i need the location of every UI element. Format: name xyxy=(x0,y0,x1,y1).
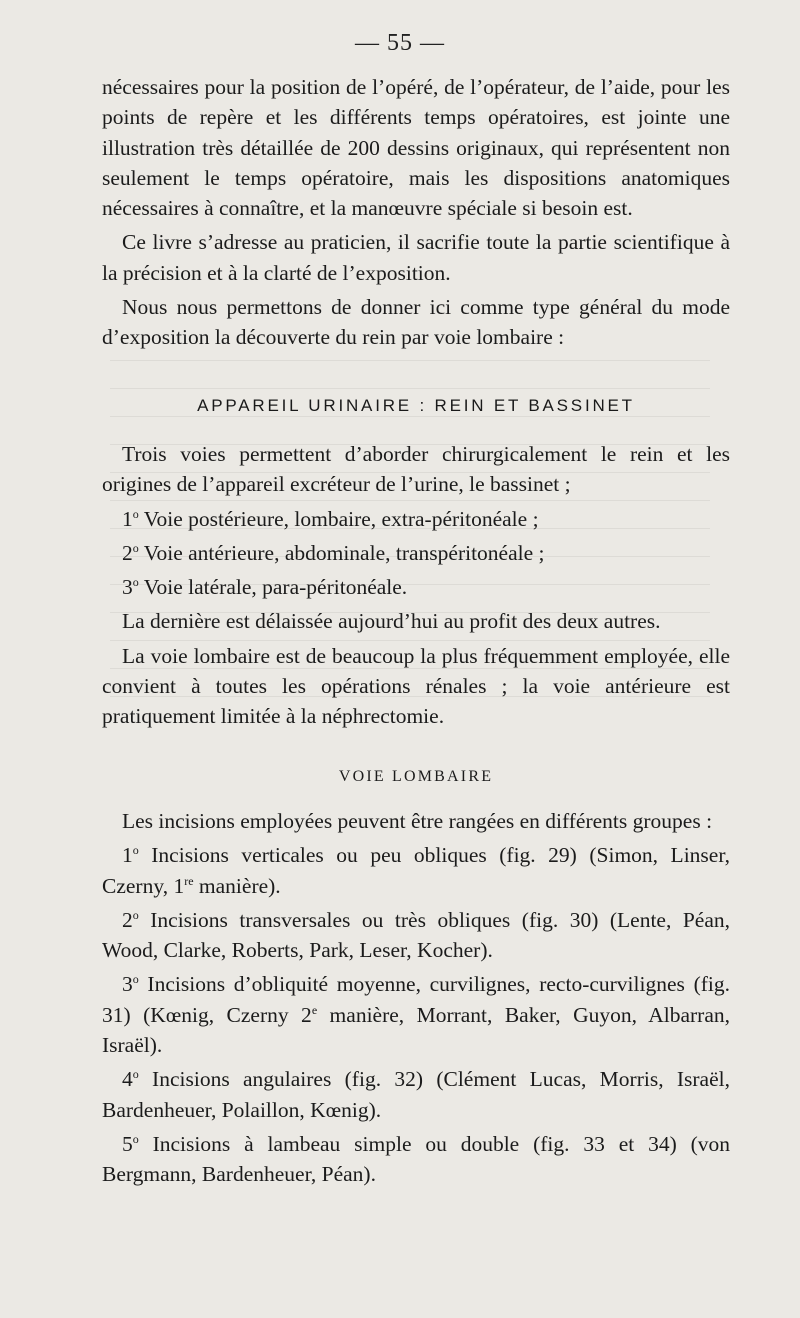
page-number: — 55 — xyxy=(355,30,445,56)
section-heading: APPAREIL URINAIRE : REIN ET BASSINET xyxy=(197,395,635,415)
subsection-paragraph-1: Les incisions employées peuvent être rangées en différents groupes : xyxy=(122,808,713,833)
section-paragraph-1: Trois voies permettent d’aborder chirurgicalement le rein et les origines de l’appareil excréteur de l’urine, le bassinet ; xyxy=(102,441,730,497)
incision-item-1: 1$^o$ Incisions verticales ou peu obliques (fig. 29) (Simon, Linser, Czerny, 1re manière). xyxy=(102,843,730,898)
incision-item-2: 2$^o$ Incisions transversales ou très obliques (fig. 30) (Lente, Péan, Wood, Clarke, Roberts, Park, Leser, Kocher). xyxy=(102,907,730,963)
page-body xyxy=(102,72,730,1194)
section-paragraph-2: La dernière est délaissée aujourd’hui au profit des deux autres. xyxy=(122,609,661,634)
intro-paragraph-2: Ce livre s’adresse au praticien, il sacrifie toute la partie scientifique à la précision et à la clarté de l’exposition. xyxy=(102,230,730,285)
voie-item-1: 1$^o$ Voie postérieure, lombaire, extra-péritonéale ; xyxy=(122,506,539,531)
section-paragraph-3: La voie lombaire est de beaucoup la plus fréquemment employée, elle convient à toutes les opérations rénales ; la voie antérieure est pratiquement limitée à la néphrectomie. xyxy=(102,643,730,729)
intro-paragraph-3: Nous nous permettons de donner ici comme type général du mode d’exposition la découverte du rein par voie lombaire : xyxy=(102,295,730,350)
incision-item-5: 5$^o$ Incisions à lambeau simple ou double (fig. 33 et 34) (von Bergmann, Bardenheuer, Péan). xyxy=(102,1131,730,1187)
voie-item-2: 2$^o$ Voie antérieure, abdominale, transpéritonéale ; xyxy=(122,540,545,565)
voie-item-3: 3$^o$ Voie latérale, para-péritonéale. xyxy=(122,575,408,600)
incision-item-4: 4$^o$ Incisions angulaires (fig. 32) (Clément Lucas, Morris, Israël, Bardenheuer, Polaillon, Kœnig). xyxy=(102,1067,730,1122)
incision-item-3: 3$^o$ Incisions d’obliquité moyenne, curvilignes, recto-curvilignes (fig. 31) (Kœnig, Czerny 2e manière, Morrant, Baker, Guyon, Albarran, Israël). xyxy=(102,972,730,1058)
intro-paragraph-1: nécessaires pour la position de l’opéré, de l’opérateur, de l’aide, pour les points de repère et les différents temps opératoires, est jointe une illustration très détaillée de 200 dessins originaux, qui représentent non seulement le temps opératoire, mais les dispositions anatomiques nécessaires à connaître, et la manœuvre spéciale si besoin est. xyxy=(102,75,730,221)
subsection-heading: VOIE LOMBAIRE xyxy=(338,767,494,785)
